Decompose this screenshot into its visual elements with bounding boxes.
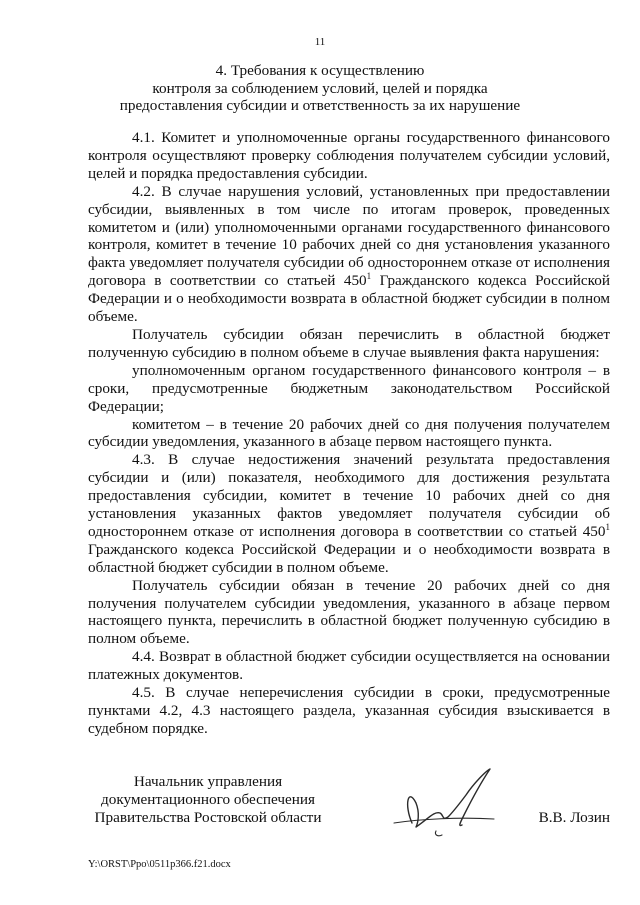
heading-line-1: 4. Требования к осуществлению — [215, 62, 425, 79]
article-superscript: 1 — [605, 521, 610, 532]
heading-line-3: предоставления субсидии и ответственность за их нарушение — [119, 97, 521, 114]
heading-line-2: контроля за соблюдением условий, целей и порядка — [152, 79, 488, 97]
signatory-title-line-2: документационного обеспечения — [101, 790, 315, 808]
paragraph-recipient-obligation: Получатель субсидии обязан перечислить в областной бюджет полученную субсидию в полном объеме в случае выявления факта нарушения: — [88, 325, 610, 361]
paragraph-4-3 — [88, 451, 610, 576]
paragraph-4-5: 4.5. В случае неперечисления субсидии в сроки, предусмотренные пунктами 4.2, 4.3 настоящего раздела, указанная субсидия взыскивается в судебном порядке. — [88, 684, 610, 737]
paragraph-4-2-text: 4.2. В случае нарушения условий, установленных при предоставлении субсидии, выявленных в том числе по итогам проверок, проведенных комитетом и (или) уполномоченными органами государственного финансового контроля, комитет в течение 10 рабочих дней со дня установления указанного факта уведомляет получателя субсидии об одностороннем отказе от исполнения договора в соответствии со статьей 450 — [88, 182, 610, 290]
signatory-name: В.В. Лозин — [538, 809, 610, 826]
signatory-title-line-3: Правительства Ростовской области — [94, 808, 322, 826]
article-superscript: 1 — [366, 271, 372, 282]
signatory-title — [88, 773, 328, 826]
paragraph-4-2-text-end: Гражданского кодекса Российской Федерации и о необходимости возврата в областной бюджет субсидии в полном объеме. — [88, 272, 610, 326]
paragraph-4-4: 4.4. Возврат в областной бюджет субсидии осуществляется на основании платежных документов. — [88, 648, 610, 684]
section-heading — [40, 62, 600, 115]
file-path: Y:\ORST\Ppo\0511p366.f21.docx — [88, 859, 231, 870]
paragraph-4-1: 4.1. Комитет и уполномоченные органы государственного финансового контроля осуществляют проверку соблюдения получателем субсидии условий, целей и порядка предоставления субсидии. — [88, 129, 610, 182]
signatory-title-line-1: Начальник управления — [133, 773, 283, 790]
paragraph-committee-term: комитетом – в течение 20 рабочих дней со дня получения получателем субсидии уведомления, указанного в абзаце первом настоящего пункта. — [88, 415, 610, 451]
paragraph-4-2 — [88, 183, 610, 326]
page-number: 11 — [314, 36, 326, 48]
paragraph-4-3-text-end: Гражданского кодекса Российской Федерации и о необходимости возврата в областной бюджет субсидии в полном объеме. — [88, 540, 610, 576]
document-body — [88, 129, 610, 738]
paragraph-financial-control-term: уполномоченным органом государственного финансового контроля – в сроки, предусмотренные бюджетным законодательством Российской Федерации; — [88, 361, 610, 415]
handwritten-signature — [390, 765, 500, 840]
paragraph-4-3-text: 4.3. В случае недостижения значений результата предоставления субсидии и (или) показателя, необходимого для достижения результата предоставления субсидии, комитет в течение 10 рабочих дней со дня установления указанных фактов уведомляет получателя субсидии об одностороннем отказе от исполнения договора в соответствии со статьей 450 — [88, 451, 610, 540]
paragraph-recipient-return: Получатель субсидии обязан в течение 20 рабочих дней со дня получения получателем субсидии уведомления, указанного в абзаце первом настоящего пункта, перечислить в областной бюджет полученную субсидию в полном объеме. — [88, 576, 610, 648]
